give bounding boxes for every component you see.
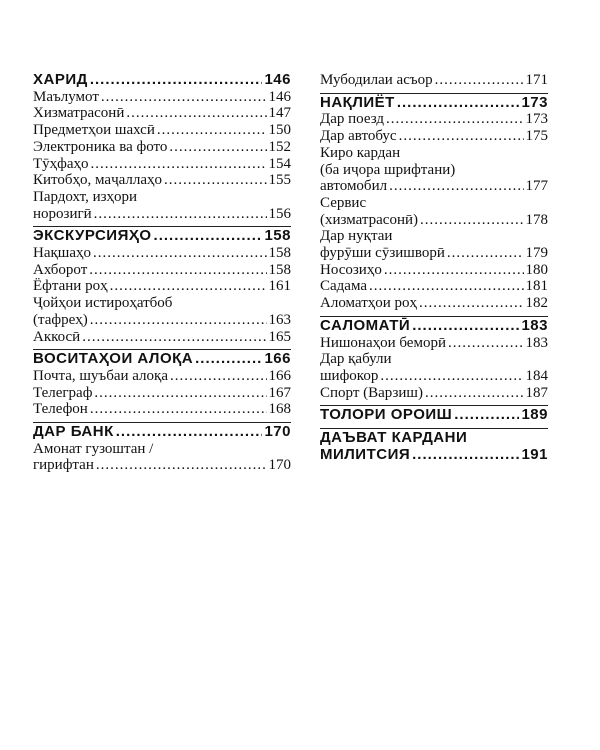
- toc-entry-title: Ёфтани роҳ: [33, 278, 108, 295]
- toc-entry-title: ДАР БАНК: [33, 423, 114, 441]
- dot-leader: [90, 312, 267, 329]
- toc-entry-title-line: Дар нуқтаи: [320, 228, 393, 245]
- toc-page-number: 158: [268, 245, 291, 262]
- toc-entry: [33, 139, 291, 156]
- toc-page-number: 170: [264, 423, 291, 441]
- dot-leader: [369, 278, 524, 295]
- toc-line: [33, 156, 291, 173]
- toc-entry-title-line: Пардохт, изҳори: [33, 188, 138, 205]
- toc-entry-title: Ахборот: [33, 261, 88, 278]
- dot-leader: [110, 278, 267, 295]
- dot-leader: [82, 329, 266, 346]
- toc-entry-title: норозигӣ: [33, 205, 92, 222]
- toc-entry-title-line: (ба иҷора шрифтани): [320, 161, 456, 178]
- toc-line: [33, 424, 291, 441]
- toc-entry: [320, 335, 548, 352]
- toc-entry: [320, 145, 548, 195]
- toc-line: [320, 245, 548, 262]
- toc-page-number: 165: [268, 328, 291, 345]
- dot-leader: [412, 447, 519, 464]
- toc-entry: [33, 278, 291, 295]
- toc-page-number: 170: [268, 457, 291, 474]
- toc-entry-title: Мубодилаи асъор: [320, 72, 433, 88]
- toc-line: [33, 457, 291, 474]
- toc-entry-title: ЭКСКУРСИЯҲО: [33, 227, 152, 245]
- toc-entry: [33, 156, 291, 173]
- toc-section: [320, 428, 548, 463]
- toc-entry-title: Дар поезд: [320, 111, 384, 128]
- toc-page-number: 171: [525, 72, 548, 88]
- toc-entry: [33, 105, 291, 122]
- dot-leader: [389, 178, 523, 195]
- toc-entry-title: гирифтан: [33, 457, 94, 474]
- toc-page-number: 168: [268, 401, 291, 418]
- toc-entry-title: Спорт (Варзиш): [320, 384, 423, 401]
- dot-leader: [94, 385, 266, 402]
- toc-entry-title: Электроника ва фото: [33, 138, 168, 155]
- toc-entry: [33, 368, 291, 385]
- toc-page-number: 191: [521, 445, 548, 463]
- toc-entry-title: МИЛИТСИЯ: [320, 445, 411, 463]
- dot-leader: [91, 156, 267, 173]
- toc-page-number: 146: [264, 71, 291, 88]
- toc-page-number: 147: [268, 105, 291, 122]
- toc-line: [33, 245, 291, 262]
- dot-leader: [412, 318, 519, 335]
- toc-entry-title: ХАРИД: [33, 71, 88, 88]
- toc-entry-title-line: Киро кардан: [320, 144, 401, 161]
- toc-entry-title-line: Дар қабули: [320, 351, 392, 368]
- toc-entry-title: Хизматрасонӣ: [33, 105, 125, 122]
- toc-entry-title: Садама: [320, 278, 367, 295]
- toc-page-number: 175: [525, 128, 548, 145]
- toc-line: [320, 128, 548, 145]
- toc-page-number: 173: [521, 93, 548, 111]
- toc-entry: [33, 122, 291, 139]
- toc-entry: [320, 128, 548, 145]
- toc-entry: [320, 111, 548, 128]
- toc-line: [320, 385, 548, 402]
- toc-page-number: 181: [525, 278, 548, 295]
- toc-left-column: [33, 72, 291, 474]
- toc-entry-title: НАҚЛИЁТ: [320, 93, 395, 111]
- toc-page-number: 166: [264, 350, 291, 368]
- toc-line: [33, 278, 291, 295]
- toc-entry: [320, 295, 548, 312]
- dot-leader: [90, 72, 263, 89]
- toc-line: [320, 212, 548, 229]
- toc-entry-title: Маълумот: [33, 88, 99, 105]
- toc-entry: [33, 401, 291, 418]
- toc-page-number: 152: [268, 138, 291, 155]
- dot-leader: [164, 172, 266, 189]
- toc-section: [33, 72, 291, 89]
- toc-page-number: 180: [525, 261, 548, 278]
- toc-line: [33, 206, 291, 223]
- toc-entry: [33, 189, 291, 222]
- toc-section: [33, 226, 291, 245]
- toc-entry: [33, 385, 291, 402]
- toc-line: [33, 122, 291, 139]
- dot-leader: [384, 262, 524, 279]
- dot-leader: [89, 262, 266, 279]
- toc-line: [33, 262, 291, 279]
- dot-leader: [154, 228, 263, 245]
- toc-entry-title: автомобил: [320, 178, 388, 195]
- toc-page-number: 146: [268, 88, 291, 105]
- dot-leader: [195, 351, 262, 368]
- toc-entry: [33, 172, 291, 189]
- toc-page-number: 166: [268, 367, 291, 384]
- dot-leader: [157, 122, 267, 139]
- toc-entry-title: Тӯҳфаҳо: [33, 155, 89, 172]
- dot-leader: [90, 401, 267, 418]
- toc-entry: [320, 385, 548, 402]
- toc-line: [33, 351, 291, 368]
- dot-leader: [420, 212, 524, 229]
- toc-line: [33, 312, 291, 329]
- toc-entry: [320, 72, 548, 89]
- toc-entry: [33, 329, 291, 346]
- toc-entry-title: фурӯши сӯзишворӣ: [320, 245, 445, 262]
- toc-page-number: 156: [268, 205, 291, 222]
- toc-page-number: 187: [525, 384, 548, 401]
- toc-page-number: 179: [525, 245, 548, 262]
- toc-entry: [33, 245, 291, 262]
- toc-entry: [320, 351, 548, 384]
- toc-line: [320, 318, 548, 335]
- toc-section: [33, 422, 291, 441]
- toc-line: [320, 72, 548, 89]
- toc-entry: [33, 262, 291, 279]
- toc-page-number: 183: [525, 334, 548, 351]
- toc-entry-title-line: Сервис: [320, 194, 367, 211]
- toc-section: [320, 316, 548, 335]
- toc-page-number: 158: [264, 227, 291, 245]
- dot-leader: [170, 368, 267, 385]
- toc-page-number: 167: [268, 384, 291, 401]
- dot-leader: [435, 72, 524, 89]
- dot-leader: [399, 128, 524, 145]
- toc-line: [33, 105, 291, 122]
- toc-line: [320, 407, 548, 424]
- toc-entry: [320, 228, 548, 261]
- toc-line: [320, 447, 548, 464]
- toc-page-number: 182: [525, 295, 548, 312]
- toc-entry-title: шифокор: [320, 367, 379, 384]
- toc-line: [33, 385, 291, 402]
- toc-section: [320, 405, 548, 424]
- dot-leader: [454, 407, 519, 424]
- dot-leader: [397, 95, 520, 112]
- toc-page-number: 184: [525, 367, 548, 384]
- toc-page-number: 161: [268, 278, 291, 295]
- toc-line: [320, 111, 548, 128]
- toc-entry-title: Нақшаҳо: [33, 245, 91, 262]
- toc-line: [320, 278, 548, 295]
- toc-page-number: 158: [268, 261, 291, 278]
- toc-entry-title-line: ДАЪВАТ КАРДАНИ: [320, 429, 468, 447]
- toc-line: [33, 401, 291, 418]
- toc-entry-title: Почта, шуъбаи алоқа: [33, 367, 168, 384]
- toc-entry-title: Дар автобус: [320, 128, 397, 145]
- toc-entry-title: Телеграф: [33, 384, 93, 401]
- toc-line: [320, 335, 548, 352]
- toc-line: [33, 368, 291, 385]
- dot-leader: [169, 139, 266, 156]
- toc-entry-title: (хизматрасонӣ): [320, 211, 418, 228]
- toc-right-column: [320, 72, 548, 463]
- toc-page-number: 177: [525, 178, 548, 195]
- toc-line: [33, 329, 291, 346]
- toc-line: [320, 95, 548, 112]
- toc-entry: [33, 295, 291, 328]
- toc-entry-title: САЛОМАТӢ: [320, 316, 411, 334]
- toc-entry: [33, 89, 291, 106]
- toc-entry-title: ТОЛОРИ ОРОИШ: [320, 406, 453, 424]
- toc-line: [33, 89, 291, 106]
- toc-line: [320, 262, 548, 279]
- dot-leader: [116, 424, 263, 441]
- toc-entry-title: Носозиҳо: [320, 261, 382, 278]
- toc-entry-title: (тафреҳ): [33, 311, 88, 328]
- toc-entry-title: Аломатҳои роҳ: [320, 295, 418, 312]
- toc-entry: [320, 262, 548, 279]
- toc-page-number: 173: [525, 111, 548, 128]
- dot-leader: [126, 105, 266, 122]
- toc-entry-title: Предметҳои шахсӣ: [33, 122, 155, 139]
- toc-page-number: 178: [525, 211, 548, 228]
- toc-entry-title: Телефон: [33, 401, 88, 418]
- toc-entry-title: ВОСИТАҲОИ АЛОҚА: [33, 350, 194, 368]
- toc-entry: [320, 278, 548, 295]
- dot-leader: [380, 368, 523, 385]
- toc-line: [33, 172, 291, 189]
- toc-entry-title-line: Амонат гузоштан /: [33, 440, 154, 457]
- toc-line: [320, 368, 548, 385]
- dot-leader: [386, 111, 524, 128]
- toc-line: [33, 72, 291, 89]
- toc-entry: [320, 195, 548, 228]
- toc-page-number: 150: [268, 122, 291, 139]
- dot-leader: [101, 89, 267, 106]
- toc-page-number: 154: [268, 155, 291, 172]
- toc-entry-title: Аккосӣ: [33, 328, 81, 345]
- dot-leader: [447, 245, 524, 262]
- dot-leader: [96, 457, 267, 474]
- dot-leader: [425, 385, 524, 402]
- dot-leader: [448, 335, 524, 352]
- toc-section: [320, 93, 548, 112]
- toc-line: [33, 228, 291, 245]
- toc-line: [320, 295, 548, 312]
- toc-page-number: 163: [268, 311, 291, 328]
- toc-page-number: 183: [521, 316, 548, 334]
- toc-page-number: 189: [521, 406, 548, 424]
- toc-section: [33, 349, 291, 368]
- dot-leader: [94, 206, 267, 223]
- toc-entry-title-line: Ҷойҳои истироҳатбоб: [33, 295, 173, 312]
- toc-entry-title: Китобҳо, маҷаллаҳо: [33, 172, 163, 189]
- dot-leader: [419, 295, 523, 312]
- dot-leader: [93, 245, 267, 262]
- toc-line: [33, 139, 291, 156]
- toc-page-number: 155: [268, 172, 291, 189]
- toc-line: [320, 178, 548, 195]
- toc-entry-title: Нишонаҳои беморӣ: [320, 334, 446, 351]
- toc-entry: [33, 441, 291, 474]
